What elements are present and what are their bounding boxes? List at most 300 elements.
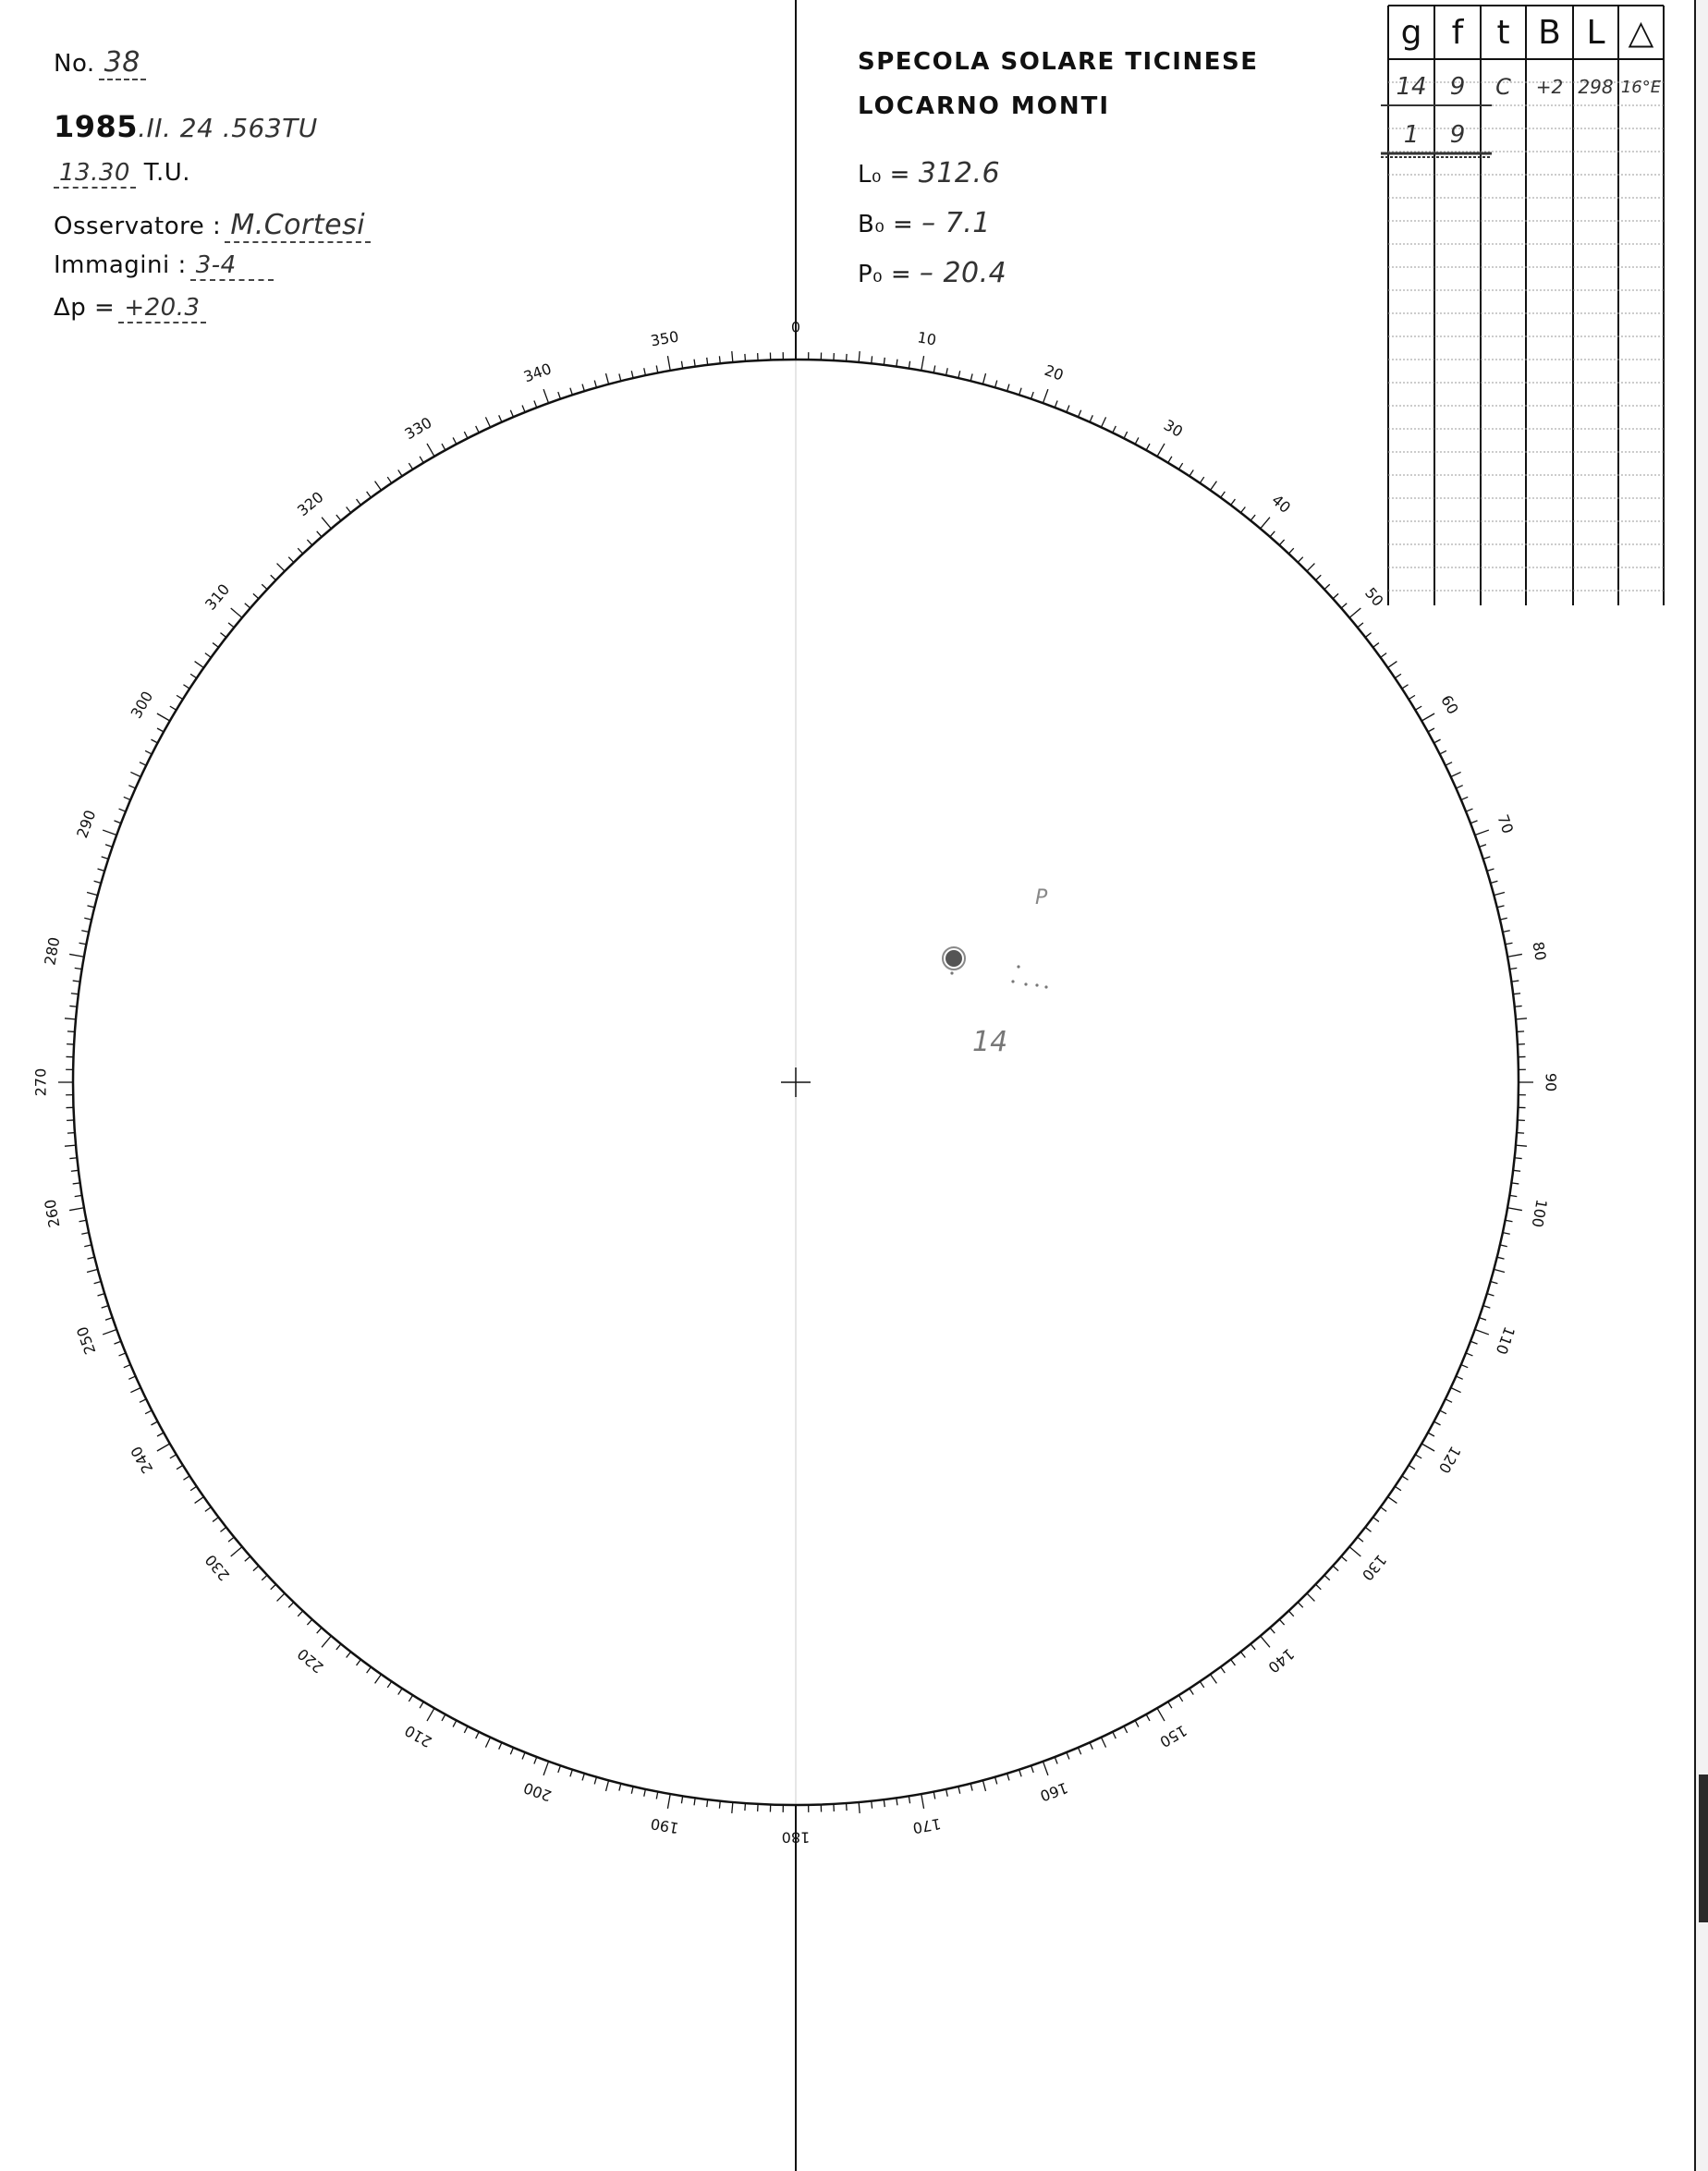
scale-label-140: 140 bbox=[1264, 1644, 1298, 1677]
scale-tick bbox=[105, 1318, 113, 1321]
scale-tick bbox=[357, 1660, 361, 1665]
table-cell-f: 9 bbox=[1449, 73, 1466, 101]
scale-tick bbox=[499, 1742, 502, 1749]
scale-tick bbox=[420, 1701, 423, 1708]
scale-tick bbox=[183, 1476, 189, 1480]
scale-tick bbox=[253, 1566, 259, 1570]
scale-tick bbox=[1470, 1341, 1477, 1344]
scale-tick bbox=[98, 869, 105, 871]
sunspot-pore bbox=[1035, 983, 1038, 986]
scale-tick bbox=[205, 1507, 211, 1512]
scale-tick bbox=[1500, 918, 1507, 920]
scale-tick bbox=[69, 954, 84, 957]
table-cell-t: C bbox=[1495, 74, 1511, 100]
scale-label-20: 20 bbox=[1042, 360, 1067, 384]
P0-value: – 20.4 bbox=[919, 257, 1007, 289]
scale-tick bbox=[1055, 1757, 1057, 1763]
table-header-0: g bbox=[1400, 13, 1422, 52]
scale-tick bbox=[102, 1306, 109, 1308]
scale-tick bbox=[1509, 968, 1517, 969]
scale-tick bbox=[427, 1708, 434, 1721]
scale-tick bbox=[1487, 1294, 1494, 1296]
scale-tick bbox=[79, 1220, 87, 1222]
scale-tick bbox=[1507, 1208, 1522, 1211]
scale-tick bbox=[543, 1762, 548, 1775]
scale-tick bbox=[387, 1681, 391, 1688]
scale-tick bbox=[1483, 1306, 1491, 1308]
scale-tick bbox=[87, 1257, 94, 1259]
L0-value: 312.6 bbox=[918, 157, 1001, 189]
observer-value: M.Cortesi bbox=[225, 209, 371, 243]
scale-tick bbox=[94, 881, 102, 883]
table-cell-g: 1 bbox=[1403, 121, 1420, 149]
scale-tick bbox=[1409, 695, 1415, 699]
scale-tick bbox=[582, 1774, 584, 1781]
scale-tick bbox=[114, 821, 120, 823]
scale-label-200: 200 bbox=[520, 1778, 555, 1805]
scale-tick bbox=[921, 1794, 924, 1809]
scale-tick bbox=[1511, 981, 1519, 982]
scale-label-40: 40 bbox=[1268, 491, 1295, 517]
scale-tick bbox=[707, 1799, 708, 1807]
scale-tick bbox=[745, 1803, 746, 1811]
scale-tick bbox=[157, 1433, 164, 1436]
scale-tick bbox=[75, 968, 82, 969]
scale-tick bbox=[1090, 1742, 1092, 1749]
scale-tick bbox=[453, 1720, 457, 1726]
table-cell-f: 9 bbox=[1449, 121, 1466, 149]
scale-label-130: 130 bbox=[1358, 1551, 1390, 1584]
scale-label-160: 160 bbox=[1037, 1778, 1071, 1805]
scale-tick bbox=[933, 1792, 935, 1799]
scale-label-250: 250 bbox=[73, 1323, 100, 1358]
scale-tick bbox=[1509, 1195, 1517, 1196]
scale-tick bbox=[442, 1714, 445, 1721]
scale-tick bbox=[1240, 1652, 1245, 1657]
group-note: P bbox=[1035, 886, 1048, 909]
group-number: 14 bbox=[972, 1026, 1008, 1058]
scale-label-70: 70 bbox=[1494, 811, 1518, 836]
scale-tick bbox=[1494, 892, 1505, 895]
scale-tick bbox=[619, 1784, 621, 1791]
scale-tick bbox=[1358, 1537, 1363, 1542]
scale-tick bbox=[1395, 1486, 1401, 1490]
scale-tick bbox=[1381, 653, 1386, 658]
scale-tick bbox=[190, 1486, 197, 1490]
scale-tick bbox=[631, 1787, 633, 1794]
table-header-3: B bbox=[1538, 13, 1561, 52]
scale-tick bbox=[1456, 786, 1462, 788]
scale-tick bbox=[485, 1738, 490, 1748]
scale-tick bbox=[1261, 1636, 1270, 1647]
scale-tick bbox=[298, 1611, 302, 1616]
scale-tick bbox=[476, 1732, 480, 1738]
scale-tick bbox=[570, 1770, 572, 1777]
scale-tick bbox=[151, 1421, 157, 1425]
scale-tick bbox=[1157, 1708, 1165, 1721]
B0-label: B₀ = bbox=[858, 211, 914, 238]
scale-tick bbox=[1440, 750, 1446, 754]
scale-tick bbox=[87, 1269, 98, 1272]
scale-tick bbox=[307, 1619, 311, 1625]
table-cell-L: 298 bbox=[1578, 76, 1614, 98]
scale-tick bbox=[1470, 821, 1477, 823]
scale-tick bbox=[195, 662, 204, 668]
scale-tick bbox=[220, 1527, 226, 1531]
scale-label-10: 10 bbox=[916, 328, 938, 349]
scale-label-310: 310 bbox=[201, 580, 234, 614]
scale-tick bbox=[177, 1465, 183, 1469]
scale-tick bbox=[1497, 1257, 1505, 1259]
scale-tick bbox=[128, 786, 135, 788]
scale-tick bbox=[1491, 881, 1498, 883]
scale-tick bbox=[1381, 1507, 1386, 1512]
scale-tick bbox=[1316, 1584, 1322, 1590]
scale-tick bbox=[946, 1789, 948, 1797]
scale-tick bbox=[1079, 1748, 1081, 1754]
scale-tick bbox=[65, 1145, 76, 1146]
scale-tick bbox=[1288, 1611, 1293, 1616]
scale-tick bbox=[1231, 1660, 1236, 1665]
scale-label-300: 300 bbox=[127, 688, 157, 722]
scale-tick bbox=[103, 830, 116, 835]
scale-label-110: 110 bbox=[1492, 1323, 1519, 1358]
scale-tick bbox=[970, 1784, 972, 1791]
scale-label-280: 280 bbox=[41, 935, 64, 967]
scale-tick bbox=[81, 1233, 89, 1235]
scale-tick bbox=[1067, 1752, 1069, 1759]
scale-tick bbox=[1421, 714, 1434, 721]
date-handwritten: .II. 24 .563TU bbox=[138, 113, 318, 143]
scale-tick bbox=[1279, 1619, 1284, 1625]
scale-tick bbox=[195, 1497, 204, 1504]
scale-tick bbox=[1146, 1714, 1150, 1721]
scale-tick bbox=[558, 1765, 561, 1773]
scale-tick bbox=[87, 906, 94, 908]
scale-tick bbox=[1446, 762, 1452, 766]
scale-label-120: 120 bbox=[1434, 1443, 1465, 1477]
scale-tick bbox=[114, 1341, 120, 1344]
scale-label-100: 100 bbox=[1528, 1198, 1551, 1229]
scale-tick bbox=[1298, 1603, 1303, 1608]
scale-label-170: 170 bbox=[911, 1814, 943, 1837]
scale-tick bbox=[130, 1387, 140, 1392]
scale-tick bbox=[81, 931, 89, 933]
scale-tick bbox=[605, 1780, 608, 1791]
scale-tick bbox=[262, 1575, 267, 1579]
scale-tick bbox=[656, 1792, 658, 1799]
scale-tick bbox=[1135, 1720, 1139, 1726]
scale-tick bbox=[190, 674, 197, 677]
scale-tick bbox=[124, 1365, 130, 1368]
scale-tick bbox=[87, 892, 98, 895]
scale-tick bbox=[367, 1667, 372, 1673]
scale-tick bbox=[847, 1803, 848, 1811]
scale-tick bbox=[151, 739, 157, 743]
scale-tick bbox=[228, 1537, 234, 1542]
scale-tick bbox=[1483, 857, 1491, 859]
scale-tick bbox=[140, 1399, 146, 1403]
B0-value: – 7.1 bbox=[921, 207, 991, 239]
scale-tick bbox=[1409, 1465, 1415, 1469]
scale-label-330: 330 bbox=[401, 413, 435, 444]
scale-tick bbox=[157, 728, 164, 732]
delta-p-value: +20.3 bbox=[118, 294, 205, 323]
scale-tick bbox=[1479, 845, 1486, 848]
scale-tick bbox=[1415, 1455, 1421, 1458]
scale-tick bbox=[1373, 1518, 1379, 1522]
scale-tick bbox=[1479, 1318, 1486, 1321]
scale-tick bbox=[732, 1802, 733, 1813]
scale-label-230: 230 bbox=[201, 1551, 234, 1584]
scale-tick bbox=[1494, 1269, 1505, 1272]
scale-tick bbox=[464, 1726, 468, 1733]
scale-tick bbox=[1517, 1031, 1524, 1032]
scale-tick bbox=[1415, 706, 1421, 710]
table-cell-delta: 16°E bbox=[1620, 77, 1662, 97]
scale-tick bbox=[1428, 728, 1434, 732]
scale-tick bbox=[1333, 1566, 1338, 1570]
table-cell-g: 14 bbox=[1396, 73, 1427, 101]
scale-tick bbox=[79, 943, 87, 945]
scale-tick bbox=[1101, 1738, 1105, 1748]
scale-label-220: 220 bbox=[294, 1644, 327, 1677]
scale-tick bbox=[288, 1603, 294, 1608]
scale-tick bbox=[1515, 1158, 1522, 1159]
scale-tick bbox=[71, 1170, 79, 1171]
scale-tick bbox=[170, 706, 177, 710]
scale-tick bbox=[594, 1777, 596, 1785]
sunspot-umbra bbox=[946, 950, 962, 967]
scale-tick bbox=[102, 857, 109, 859]
table-header-4: L bbox=[1586, 13, 1605, 52]
scale-label-0: 0 bbox=[790, 318, 801, 336]
scale-tick bbox=[1402, 1476, 1409, 1480]
sunspot-pore bbox=[1011, 980, 1014, 982]
scale-tick bbox=[1324, 1575, 1330, 1579]
scale-tick bbox=[140, 762, 146, 766]
scale-tick bbox=[859, 1802, 860, 1813]
scale-tick bbox=[375, 1675, 382, 1684]
scale-tick bbox=[1491, 1282, 1498, 1284]
scale-tick bbox=[1031, 1765, 1034, 1773]
scale-tick bbox=[398, 1689, 402, 1695]
scale-tick bbox=[1341, 1556, 1347, 1561]
P0-label: P₀ = bbox=[858, 261, 912, 288]
scan-notch bbox=[1699, 1775, 1708, 1922]
scale-tick bbox=[1178, 1695, 1182, 1701]
scale-tick bbox=[1451, 772, 1461, 776]
scale-tick bbox=[1043, 1762, 1047, 1775]
sunspot-pore bbox=[950, 971, 953, 974]
scale-tick bbox=[103, 1329, 116, 1334]
scale-tick bbox=[317, 1628, 322, 1633]
scale-tick bbox=[1421, 1444, 1434, 1451]
scale-tick bbox=[1365, 1527, 1371, 1531]
scale-tick bbox=[995, 1777, 997, 1785]
scale-tick bbox=[409, 1695, 412, 1701]
scale-tick bbox=[145, 750, 152, 754]
images-label: Immagini : bbox=[54, 251, 187, 279]
scale-label-350: 350 bbox=[649, 327, 680, 350]
scale-label-270: 270 bbox=[31, 1067, 50, 1097]
scale-tick bbox=[67, 1031, 75, 1032]
scale-tick bbox=[84, 1245, 92, 1247]
scale-tick bbox=[1466, 1353, 1472, 1356]
institution-location: LOCARNO MONTI bbox=[858, 92, 1111, 120]
scale-tick bbox=[73, 1183, 80, 1184]
scale-tick bbox=[177, 695, 183, 699]
scale-tick bbox=[84, 918, 92, 920]
observer-label: Osservatore : bbox=[54, 213, 222, 240]
scale-tick bbox=[105, 845, 113, 848]
scale-tick bbox=[231, 1547, 242, 1556]
scale-tick bbox=[322, 1636, 331, 1647]
scale-tick bbox=[157, 714, 170, 721]
scale-tick bbox=[1513, 1170, 1520, 1171]
scale-tick bbox=[1475, 1329, 1489, 1334]
scale-tick bbox=[982, 1780, 985, 1791]
scale-tick bbox=[205, 653, 211, 658]
scale-tick bbox=[1487, 869, 1494, 871]
scale-tick bbox=[1461, 797, 1468, 799]
scale-tick bbox=[1516, 1018, 1527, 1019]
scale-tick bbox=[1168, 1701, 1172, 1708]
scale-tick bbox=[1307, 1593, 1314, 1601]
scale-label-240: 240 bbox=[127, 1443, 157, 1477]
table-cell-B: +2 bbox=[1535, 76, 1564, 98]
scale-tick bbox=[65, 1018, 76, 1019]
scale-tick bbox=[124, 797, 130, 799]
scale-label-260: 260 bbox=[41, 1198, 64, 1229]
scale-tick bbox=[1503, 1233, 1510, 1235]
scale-tick bbox=[1434, 739, 1440, 743]
scale-tick bbox=[1506, 1220, 1513, 1222]
scale-label-210: 210 bbox=[401, 1721, 435, 1751]
time-unit: T.U. bbox=[143, 159, 191, 187]
scale-label-340: 340 bbox=[520, 360, 555, 386]
table-header-1: f bbox=[1451, 13, 1464, 52]
scale-tick bbox=[69, 1158, 77, 1159]
scale-tick bbox=[98, 1294, 105, 1296]
scale-tick bbox=[1516, 1145, 1527, 1146]
scale-tick bbox=[1451, 1387, 1461, 1392]
table-header-5: △ bbox=[1628, 13, 1654, 52]
scale-tick bbox=[644, 1789, 646, 1797]
scale-tick bbox=[1388, 662, 1397, 668]
scale-tick bbox=[1428, 1433, 1434, 1436]
scale-tick bbox=[1019, 1770, 1021, 1777]
scale-tick bbox=[347, 1652, 351, 1657]
scale-label-30: 30 bbox=[1160, 416, 1187, 441]
scale-tick bbox=[719, 1801, 720, 1809]
scale-tick bbox=[277, 1593, 285, 1601]
scale-tick bbox=[67, 1133, 75, 1134]
delta-p-label: Δp = bbox=[54, 294, 116, 322]
scale-tick bbox=[128, 1376, 135, 1379]
scale-label-180: 180 bbox=[781, 1828, 811, 1847]
scale-tick bbox=[667, 1794, 670, 1809]
scale-tick bbox=[1475, 830, 1489, 835]
date-year: 1985 bbox=[54, 109, 139, 144]
scale-tick bbox=[694, 1798, 695, 1805]
L0-label: L₀ = bbox=[858, 161, 910, 189]
scale-label-320: 320 bbox=[294, 488, 327, 520]
sunspot-pore bbox=[1024, 982, 1027, 985]
time-value: 13.30 bbox=[54, 159, 136, 189]
scale-label-50: 50 bbox=[1361, 583, 1387, 610]
scale-tick bbox=[1388, 1497, 1397, 1504]
scale-tick bbox=[157, 1444, 170, 1451]
scale-tick bbox=[1124, 1726, 1128, 1733]
scale-tick bbox=[170, 1455, 177, 1458]
scale-tick bbox=[145, 1410, 152, 1414]
scale-tick bbox=[1500, 1245, 1507, 1247]
scale-label-290: 290 bbox=[73, 807, 100, 841]
scale-tick bbox=[119, 809, 126, 811]
scale-tick bbox=[1440, 1410, 1446, 1414]
scale-label-60: 60 bbox=[1437, 691, 1462, 718]
scale-tick bbox=[1434, 1421, 1440, 1425]
scale-tick bbox=[681, 1796, 682, 1803]
scale-tick bbox=[958, 1787, 960, 1794]
scale-tick bbox=[1395, 674, 1401, 677]
scale-label-90: 90 bbox=[1542, 1072, 1560, 1092]
scale-tick bbox=[1211, 1675, 1217, 1684]
scale-tick bbox=[73, 981, 80, 982]
scale-tick bbox=[130, 772, 140, 776]
scale-tick bbox=[75, 1195, 82, 1196]
scale-tick bbox=[1270, 1628, 1275, 1633]
scale-tick bbox=[1113, 1732, 1116, 1738]
scale-tick bbox=[245, 1556, 250, 1561]
scale-label-80: 80 bbox=[1529, 940, 1550, 962]
scale-tick bbox=[1402, 685, 1409, 689]
scale-tick bbox=[183, 685, 189, 689]
scale-tick bbox=[336, 1644, 341, 1650]
scale-tick bbox=[69, 1208, 84, 1211]
scale-label-150: 150 bbox=[1156, 1721, 1190, 1751]
scale-tick bbox=[1497, 906, 1505, 908]
scale-tick bbox=[1221, 1667, 1226, 1673]
scale-tick bbox=[1200, 1681, 1203, 1688]
scale-tick bbox=[213, 1518, 218, 1522]
scale-tick bbox=[1349, 1547, 1360, 1556]
sunspot-pore bbox=[1044, 985, 1047, 988]
scale-tick bbox=[1511, 1183, 1519, 1184]
scale-tick bbox=[1466, 809, 1472, 811]
scale-tick bbox=[1517, 1133, 1524, 1134]
scale-tick bbox=[1461, 1365, 1468, 1368]
sunspot-pore bbox=[1017, 965, 1019, 968]
scale-tick bbox=[510, 1748, 513, 1754]
scale-tick bbox=[522, 1752, 525, 1759]
scale-tick bbox=[1007, 1774, 1009, 1781]
scale-tick bbox=[271, 1584, 276, 1590]
scale-tick bbox=[1503, 931, 1510, 933]
scale-tick bbox=[94, 1282, 102, 1284]
images-value: 3-4 bbox=[190, 251, 274, 281]
scale-tick bbox=[1446, 1399, 1452, 1403]
scale-tick bbox=[1190, 1689, 1193, 1695]
scale-tick bbox=[1250, 1644, 1255, 1650]
scale-tick bbox=[1456, 1376, 1462, 1379]
scale-tick bbox=[1506, 943, 1513, 945]
institution-name: SPECOLA SOLARE TICINESE bbox=[858, 48, 1259, 76]
scale-tick bbox=[534, 1757, 537, 1763]
sheet-number-label: No. bbox=[54, 50, 95, 78]
scale-tick bbox=[119, 1353, 126, 1356]
